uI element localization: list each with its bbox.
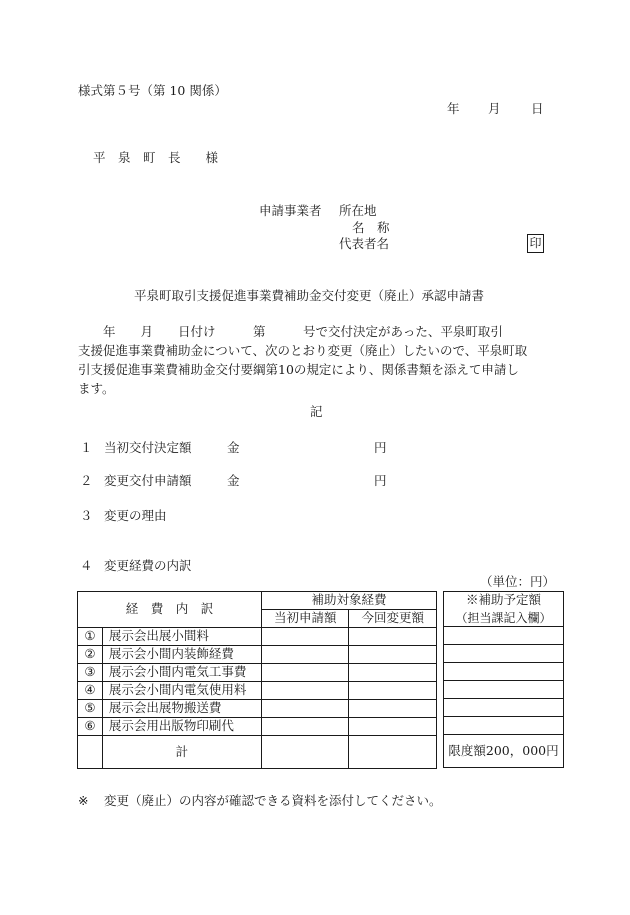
footnote-text: 変更（廃止）の内容が確認できる資料を添付してください。 xyxy=(104,793,442,808)
side-header-1: ※補助予定額 xyxy=(444,592,564,610)
item-1-number: １ xyxy=(80,440,93,455)
date-day: 日 xyxy=(531,101,544,116)
table-row xyxy=(444,699,564,717)
current-amount-cell xyxy=(349,682,437,700)
initial-amount-cell xyxy=(261,628,349,646)
current-amount-cell xyxy=(349,718,437,736)
row-number: ① xyxy=(78,628,103,646)
row-item: 展示会小間内電気使用料 xyxy=(102,682,261,700)
row-number: ⑥ xyxy=(78,718,103,736)
item-2-kin: 金 xyxy=(227,473,240,488)
date-month: 月 xyxy=(488,101,501,116)
side-cell xyxy=(444,645,564,663)
table-row xyxy=(78,664,437,682)
side-cell xyxy=(444,699,564,717)
table-row xyxy=(78,646,437,664)
header-current: 今回変更額 xyxy=(349,610,437,628)
name-label: 名 称 xyxy=(352,220,390,235)
table-header-row xyxy=(78,592,437,610)
table-row xyxy=(444,717,564,735)
item-1-kin: 金 xyxy=(227,440,240,455)
date-year: 年 xyxy=(447,101,460,116)
current-amount-cell xyxy=(349,646,437,664)
table-row xyxy=(444,645,564,663)
table-row xyxy=(444,681,564,699)
expense-breakdown-table xyxy=(77,591,437,769)
current-amount-cell xyxy=(349,664,437,682)
document-title: 平泉町取引支援促進事業費補助金交付変更（廃止）承認申請書 xyxy=(134,288,485,303)
header-group: 補助対象経費 xyxy=(261,592,436,610)
current-amount-cell xyxy=(349,628,437,646)
ki-heading: 記 xyxy=(310,404,323,419)
item-3-label: 変更の理由 xyxy=(104,508,167,523)
item-2-yen: 円 xyxy=(374,473,387,488)
row-item: 展示会出展小間料 xyxy=(102,628,261,646)
initial-amount-cell xyxy=(261,646,349,664)
address-label: 所在地 xyxy=(339,203,377,218)
applicant-label: 申請事業者 xyxy=(259,203,322,218)
seal-mark: 印 xyxy=(527,234,544,253)
table-row xyxy=(78,682,437,700)
header-item: 経 費 内 訳 xyxy=(78,592,262,628)
item-3-number: ３ xyxy=(80,508,93,523)
item-4-label: 変更経費の内訳 xyxy=(104,558,192,573)
footnote-mark: ※ xyxy=(78,793,89,808)
side-header-row xyxy=(444,592,564,610)
planned-subsidy-table xyxy=(443,591,564,768)
total-number-cell xyxy=(78,736,103,769)
row-item: 展示会用出版物印刷代 xyxy=(102,718,261,736)
item-4-number: ４ xyxy=(80,558,93,573)
representative-label: 代表者名 xyxy=(339,236,390,251)
current-amount-cell xyxy=(349,700,437,718)
unit-note: （単位：円） xyxy=(480,574,556,589)
table-row xyxy=(78,718,437,736)
side-cell xyxy=(444,627,564,645)
table-row xyxy=(78,628,437,646)
header-initial: 当初申請額 xyxy=(261,610,349,628)
addressee: 平 泉 町 長 様 xyxy=(93,150,219,165)
row-number: ⑤ xyxy=(78,700,103,718)
body-line-1: 年 月 日付け 第 号で交付決定があった、平泉町取引 xyxy=(78,324,503,339)
table-row xyxy=(444,663,564,681)
body-line-4: ます。 xyxy=(78,381,115,396)
total-label: 計 xyxy=(102,736,261,769)
side-header-2: （担当課記入欄） xyxy=(444,609,564,627)
limit-amount: 限度額200，000円 xyxy=(444,735,564,768)
body-line-3: 引支援促進事業費補助金交付要綱第10の規定により、関係書類を添えて申請し xyxy=(78,362,519,377)
item-2-number: ２ xyxy=(80,473,93,488)
table-row xyxy=(78,700,437,718)
body-line-2: 支援促進事業費補助金について、次のとおり変更（廃止）したいので、平泉町取 xyxy=(78,343,528,358)
initial-amount-cell xyxy=(261,664,349,682)
side-cell xyxy=(444,663,564,681)
total-row xyxy=(78,736,437,769)
row-item: 展示会小間内装飾経費 xyxy=(102,646,261,664)
item-2-label: 変更交付申請額 xyxy=(104,473,192,488)
limit-row xyxy=(444,735,564,768)
item-1-label: 当初交付決定額 xyxy=(104,440,192,455)
table-row xyxy=(444,627,564,645)
side-cell xyxy=(444,717,564,735)
total-current-cell xyxy=(349,736,437,769)
initial-amount-cell xyxy=(261,718,349,736)
row-number: ④ xyxy=(78,682,103,700)
initial-amount-cell xyxy=(261,682,349,700)
total-initial-cell xyxy=(261,736,349,769)
row-number: ③ xyxy=(78,664,103,682)
body-paragraph xyxy=(78,322,553,398)
initial-amount-cell xyxy=(261,700,349,718)
side-header-row-2 xyxy=(444,609,564,627)
form-number: 様式第５号（第 10 関係） xyxy=(78,83,227,98)
row-item: 展示会小間内電気工事費 xyxy=(102,664,261,682)
row-item: 展示会出展物搬送費 xyxy=(102,700,261,718)
row-number: ② xyxy=(78,646,103,664)
side-cell xyxy=(444,681,564,699)
item-1-yen: 円 xyxy=(374,440,387,455)
